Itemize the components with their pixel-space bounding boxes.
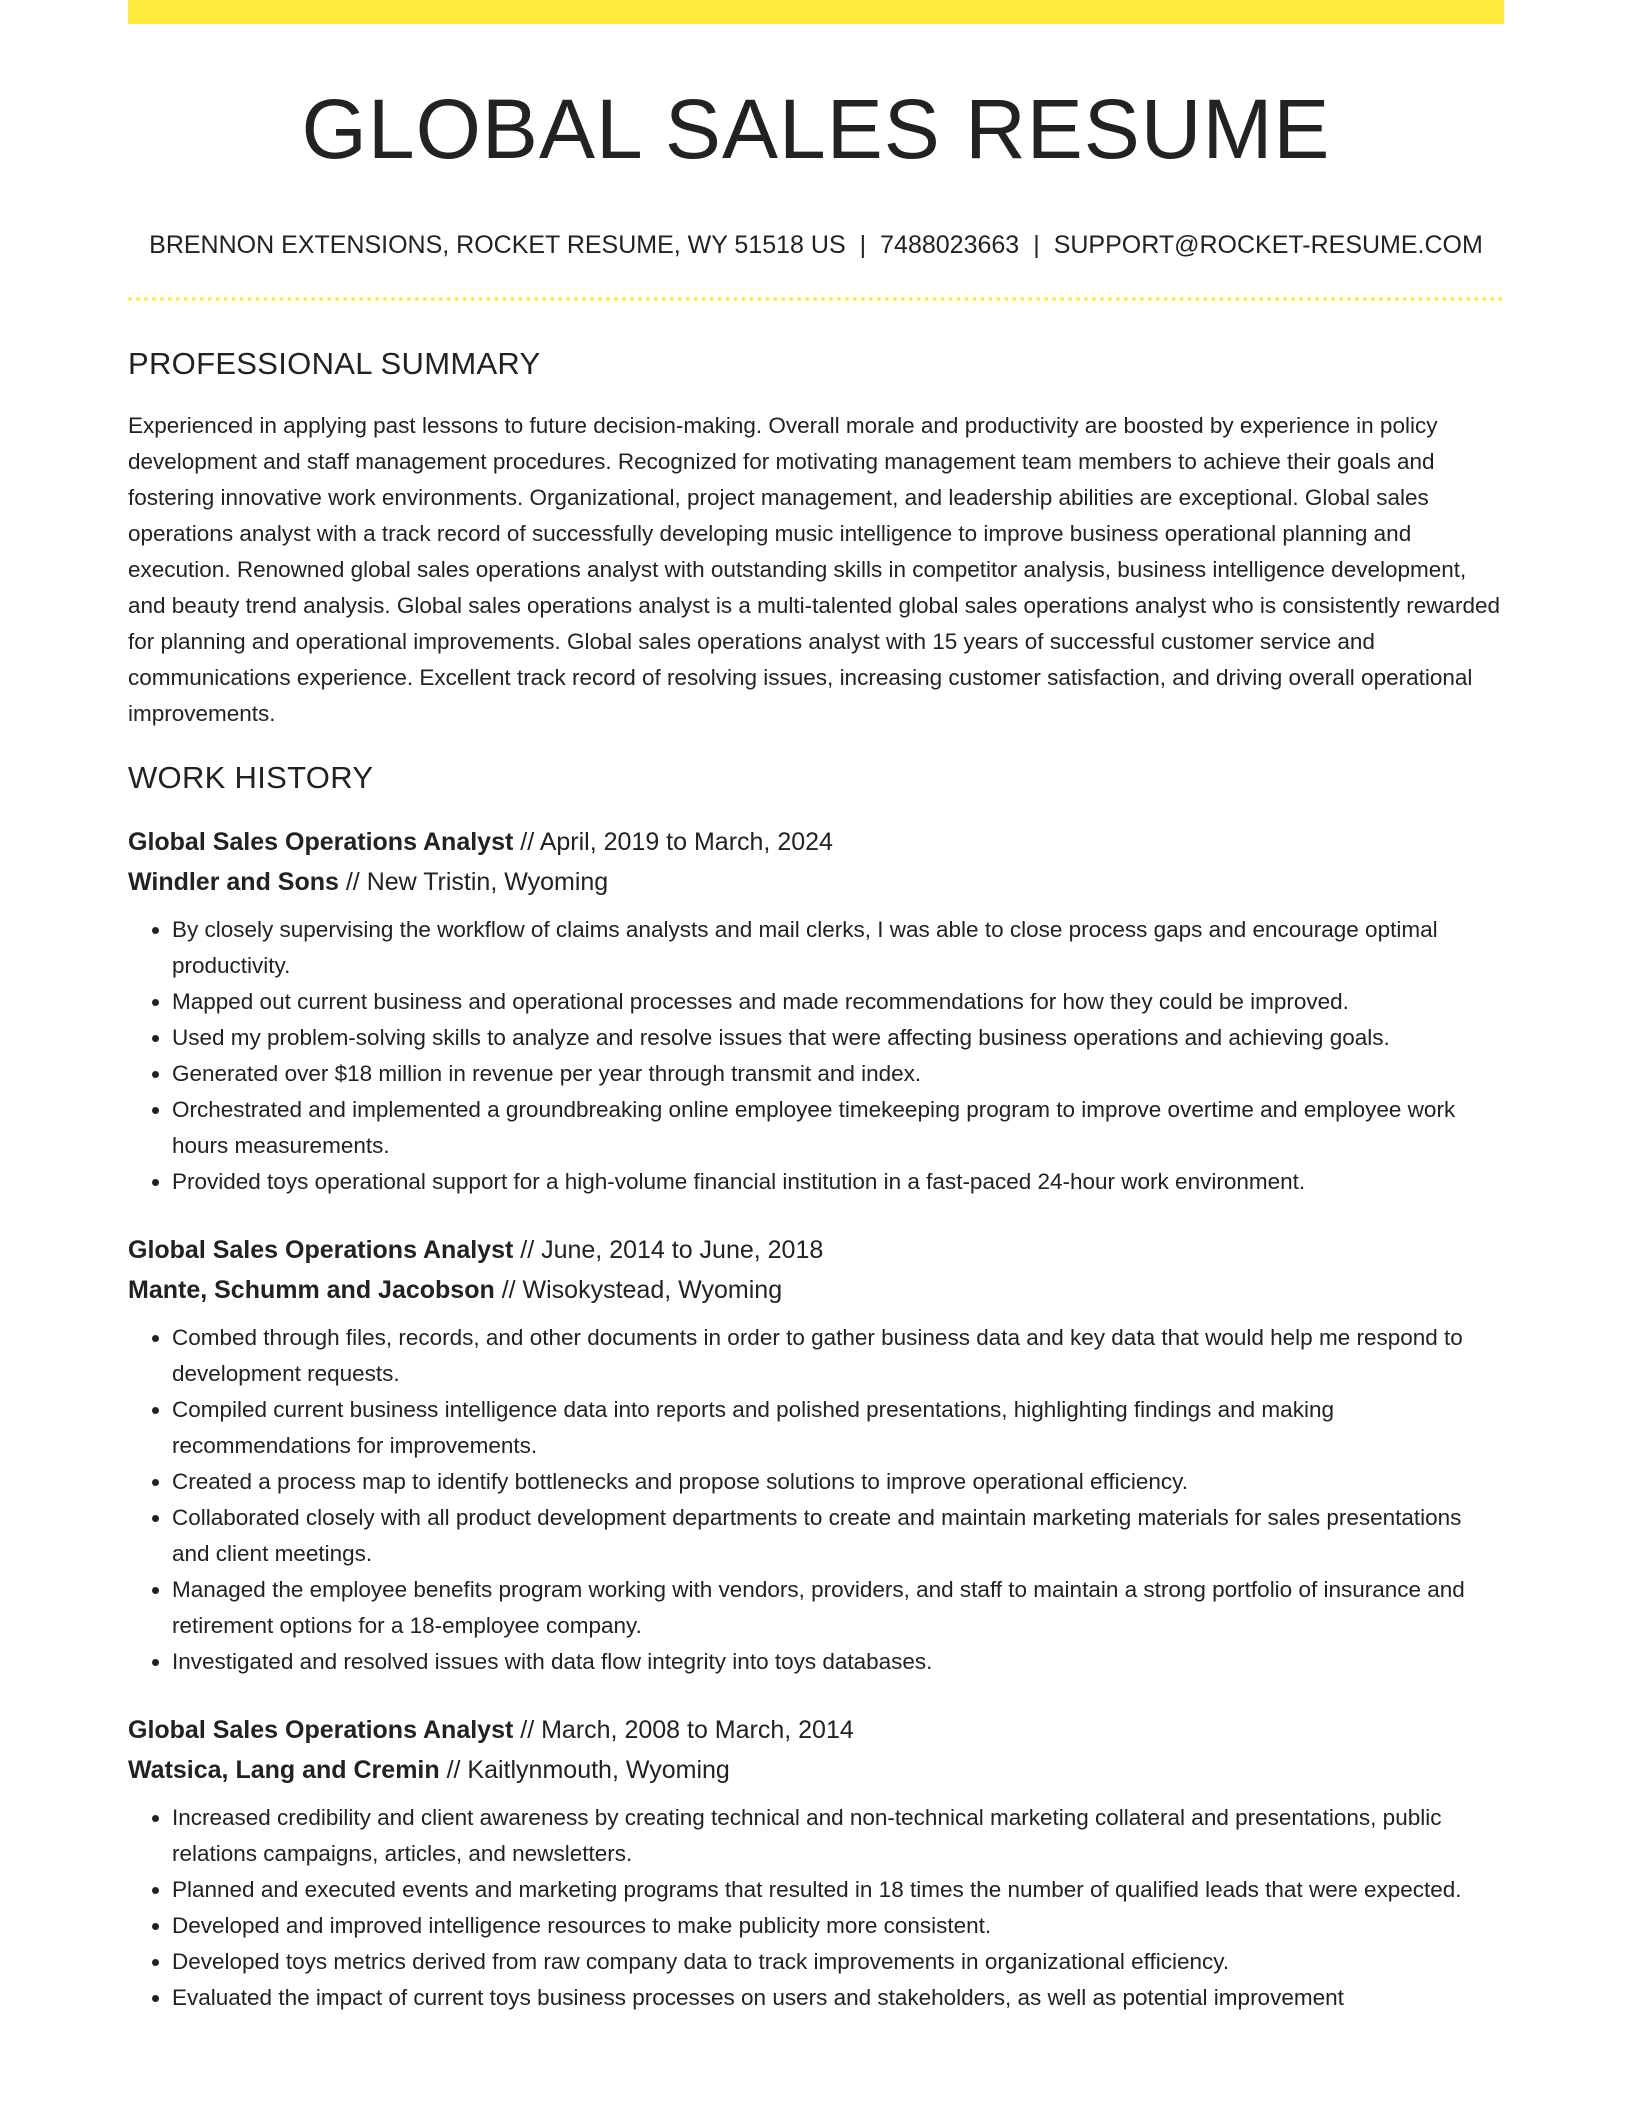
- bullet-item: • Developed and improved intelligence resources to make publicity more consistent.: [172, 1908, 1504, 1944]
- dotted-divider: [128, 297, 1504, 301]
- resume-content: [128, 0, 1504, 2016]
- bullet-item: • By closely supervising the workflow of claims analysts and mail clerks, I was able to close process gaps and encourage optimal productivity.: [172, 912, 1504, 984]
- bullet-item: • Increased credibility and client awareness by creating technical and non-technical marketing collateral and presentations, public relations campaigns, articles, and newsletters.: [172, 1800, 1504, 1872]
- contact-address: BRENNON EXTENSIONS, ROCKET RESUME, WY 51518 US: [149, 231, 846, 259]
- bullet-item: • Evaluated the impact of current toys business processes on users and stakeholders, as well as potential improvement: [172, 1980, 1504, 2016]
- job-location: // Kaitlynmouth, Wyoming: [439, 1756, 730, 1784]
- bullet-item: • Investigated and resolved issues with data flow integrity into toys databases.: [172, 1644, 1504, 1680]
- job-entry: [128, 1230, 1504, 1680]
- job-company: Watsica, Lang and Cremin: [128, 1756, 440, 1784]
- job-entry: [128, 822, 1504, 1200]
- contact-line: [128, 229, 1504, 261]
- bullet-item: • Managed the employee benefits program working with vendors, providers, and staff to maintain a strong portfolio of insurance and retirement options for a 18-employee company.: [172, 1572, 1504, 1644]
- job-dates: // June, 2014 to June, 2018: [513, 1236, 824, 1264]
- bullet-item: • Combed through files, records, and other documents in order to gather business data and key data that would help me respond to development requests.: [172, 1320, 1504, 1392]
- bullet-item: • Orchestrated and implemented a groundbreaking online employee timekeeping program to improve overtime and employee work hours measurements.: [172, 1092, 1504, 1164]
- contact-email: SUPPORT@ROCKET-RESUME.COM: [1053, 231, 1483, 259]
- job-bullets: [128, 912, 1504, 1200]
- job-bullets: [128, 1320, 1504, 1680]
- bullet-item: • Provided toys operational support for a high-volume financial institution in a fast-paced 24-hour work environment.: [172, 1164, 1504, 1200]
- bullet-item: • Compiled current business intelligence data into reports and polished presentations, highlighting findings and making recommendations for improvements.: [172, 1392, 1504, 1464]
- bullet-item: • Mapped out current business and operational processes and made recommendations for how they could be improved.: [172, 984, 1504, 1020]
- job-title: Global Sales Operations Analyst: [128, 1716, 514, 1744]
- contact-phone: 7488023663: [880, 231, 1020, 259]
- job-title: Global Sales Operations Analyst: [128, 1236, 514, 1264]
- bullet-item: • Generated over $18 million in revenue per year through transmit and index.: [172, 1056, 1504, 1092]
- resume-title: GLOBAL SALES RESUME: [301, 82, 1331, 176]
- summary-text: Experienced in applying past lessons to future decision-making. Overall morale and productivity are boosted by experience in policy development and staff management procedures. Recognized for motivating management team members to achieve their goals and fostering innovative work environments. Organizational, project management, and leadership abilities are exceptional. Global sales operations analyst with a track record of successfully developing music intelligence to improve business operational planning and execution. Renowned global sales operations analyst with outstanding skills in competitor analysis, business intelligence development, and beauty trend analysis. Global sales operations analyst is a multi-talented global sales operations analyst who is consistently rewarded for planning and operational improvements. Global sales operations analyst with 15 years of successful customer service and communications experience. Excellent track record of resolving issues, increasing customer satisfaction, and driving overall operational improvements.: [128, 413, 1501, 726]
- job-company-line: [128, 1750, 1504, 1790]
- job-title: Global Sales Operations Analyst: [128, 828, 514, 856]
- contact-separator: |: [859, 231, 867, 259]
- job-title-line: [128, 1230, 1504, 1270]
- summary-heading: PROFESSIONAL SUMMARY: [128, 346, 541, 381]
- bullet-item: • Collaborated closely with all product development departments to create and maintain marketing materials for sales presentations and client meetings.: [172, 1500, 1504, 1572]
- bullet-item: • Created a process map to identify bottlenecks and propose solutions to improve operational efficiency.: [172, 1464, 1504, 1500]
- job-location: // Wisokystead, Wyoming: [494, 1276, 783, 1304]
- bullet-item: • Planned and executed events and marketing programs that resulted in 18 times the number of qualified leads that were expected.: [172, 1872, 1504, 1908]
- job-company: Mante, Schumm and Jacobson: [128, 1276, 495, 1304]
- job-title-line: [128, 822, 1504, 862]
- job-dates: // March, 2008 to March, 2014: [513, 1716, 854, 1744]
- job-location: // New Tristin, Wyoming: [338, 868, 609, 896]
- bullet-item: • Developed toys metrics derived from raw company data to track improvements in organizational efficiency.: [172, 1944, 1504, 1980]
- job-dates: // April, 2019 to March, 2024: [513, 828, 833, 856]
- job-company-line: [128, 862, 1504, 902]
- job-bullets: [128, 1800, 1504, 2016]
- job-company-line: [128, 1270, 1504, 1310]
- job-entry: [128, 1710, 1504, 2016]
- work-history-heading: WORK HISTORY: [128, 760, 374, 795]
- job-title-line: [128, 1710, 1504, 1750]
- contact-separator: |: [1033, 231, 1040, 259]
- job-company: Windler and Sons: [128, 868, 339, 896]
- bullet-item: • Used my problem-solving skills to analyze and resolve issues that were affecting business operations and achieving goals.: [172, 1020, 1504, 1056]
